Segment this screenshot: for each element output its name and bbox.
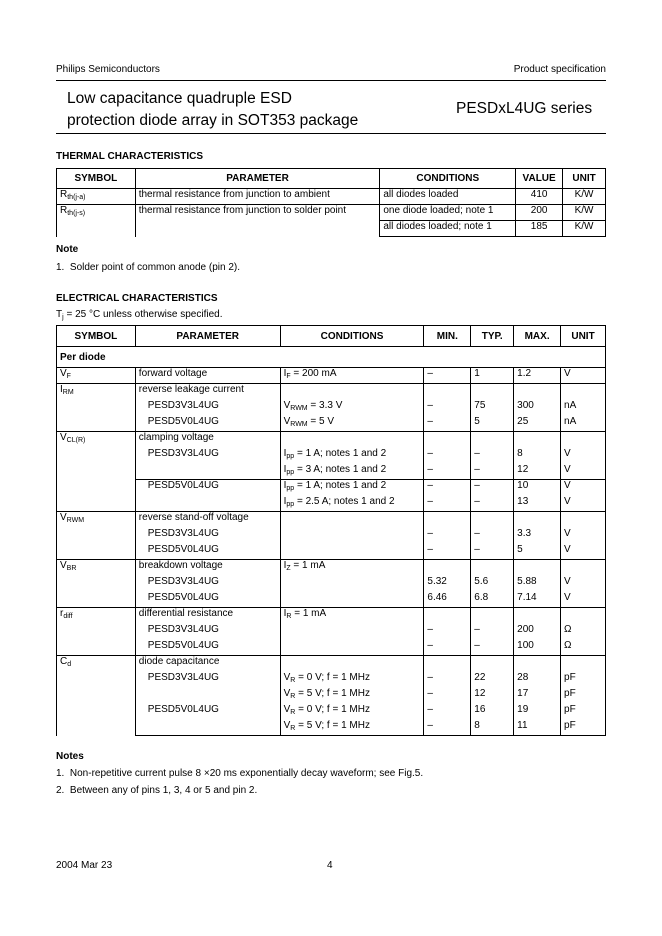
max-cell: 19 xyxy=(514,704,561,720)
empty-cell xyxy=(424,384,471,400)
parameter-cell: differential resistance xyxy=(135,608,280,624)
min-cell: – xyxy=(424,544,471,560)
table-row xyxy=(57,480,606,496)
col-conditions: CONDITIONS xyxy=(380,169,516,189)
empty-cell xyxy=(514,560,561,576)
parameter-cell: breakdown voltage xyxy=(135,560,280,576)
col-min: MIN. xyxy=(424,326,471,347)
conditions-cell: $V_{RWM} = 3.3$ V xyxy=(280,400,424,416)
conditions-cell: $I_{pp} = 1$ A; notes 1 and 2 xyxy=(280,480,424,496)
thermal-table xyxy=(56,168,606,237)
min-cell: – xyxy=(424,400,471,416)
electrical-table xyxy=(56,325,606,736)
empty-cell xyxy=(514,384,561,400)
device-name: PESD5V0L4UG xyxy=(135,544,280,560)
thermal-note-heading: Note xyxy=(56,244,79,255)
max-cell: 3.3 xyxy=(514,528,561,544)
thermal-heading: THERMAL CHARACTERISTICS xyxy=(56,151,204,162)
min-cell: – xyxy=(424,464,471,480)
conditions-cell: $V_R = 0$ V; f = 1 MHz xyxy=(280,704,424,720)
max-cell: 11 xyxy=(514,720,561,736)
footer-date: 2004 Mar 23 xyxy=(56,860,113,871)
unit-cell: V xyxy=(561,528,606,544)
empty-cell xyxy=(280,528,424,544)
min-cell: – xyxy=(424,640,471,656)
empty-cell xyxy=(135,496,280,512)
device-name: PESD3V3L4UG xyxy=(135,528,280,544)
min-cell: – xyxy=(424,624,471,640)
parameter-cell: thermal resistance from junction to ambient xyxy=(135,189,380,205)
table-row xyxy=(57,624,606,640)
typ-cell: 16 xyxy=(471,704,514,720)
symbol-cell: $C_d$ xyxy=(57,656,136,736)
table-row xyxy=(57,608,606,624)
min-cell: – xyxy=(424,688,471,704)
device-name: PESD3V3L4UG xyxy=(135,448,280,464)
symbol-cell: $I_{RM}$ xyxy=(57,384,136,432)
max-cell: 25 xyxy=(514,416,561,432)
table-row xyxy=(57,464,606,480)
conditions-cell: $I_F = 200$ mA xyxy=(280,368,424,384)
empty-cell xyxy=(135,464,280,480)
max-cell: 1.2 xyxy=(514,368,561,384)
typ-cell: – xyxy=(471,544,514,560)
table-row xyxy=(57,189,606,205)
electrical-header-row xyxy=(57,326,606,347)
device-name: PESD3V3L4UG xyxy=(135,624,280,640)
parameter-cell: forward voltage xyxy=(135,368,280,384)
empty-cell xyxy=(280,624,424,640)
unit-cell: V xyxy=(561,368,606,384)
empty-cell xyxy=(561,608,606,624)
typ-cell: – xyxy=(471,528,514,544)
symbol-cell: $V_{CL(R)}$ xyxy=(57,432,136,512)
conditions-cell: $I_{pp} = 3$ A; notes 1 and 2 xyxy=(280,464,424,480)
unit-cell: pF xyxy=(561,704,606,720)
typ-cell: 8 xyxy=(471,720,514,736)
empty-cell xyxy=(471,512,514,528)
symbol-cell: $R_{th(j-s)}$ xyxy=(57,205,136,237)
conditions-cell: $V_R = 5$ V; f = 1 MHz xyxy=(280,720,424,736)
empty-cell xyxy=(514,656,561,672)
typ-cell: 1 xyxy=(471,368,514,384)
empty-cell xyxy=(514,608,561,624)
unit-cell: pF xyxy=(561,672,606,688)
empty-cell xyxy=(514,432,561,448)
max-cell: 12 xyxy=(514,464,561,480)
symbol-cell: $r_{diff}$ xyxy=(57,608,136,656)
parameter-cell: reverse leakage current xyxy=(135,384,280,400)
title-rule xyxy=(56,133,606,134)
typ-cell: 6.8 xyxy=(471,592,514,608)
empty-cell xyxy=(280,432,424,448)
page-number: 4 xyxy=(327,860,333,871)
max-cell: 13 xyxy=(514,496,561,512)
conditions-cell: $I_{pp} = 2.5$ A; notes 1 and 2 xyxy=(280,496,424,512)
min-cell: – xyxy=(424,448,471,464)
empty-cell xyxy=(280,656,424,672)
page-title xyxy=(67,88,358,132)
min-cell: – xyxy=(424,368,471,384)
unit-cell: nA xyxy=(561,416,606,432)
max-cell: 28 xyxy=(514,672,561,688)
col-unit: UNIT xyxy=(563,169,606,189)
col-value: VALUE xyxy=(516,169,563,189)
electrical-heading: ELECTRICAL CHARACTERISTICS xyxy=(56,293,218,304)
title-line-1: Low capacitance quadruple ESD xyxy=(67,90,292,107)
table-row xyxy=(57,704,606,720)
parameter-cell: thermal resistance from junction to solder point xyxy=(135,205,380,237)
empty-cell xyxy=(561,512,606,528)
typ-cell: – xyxy=(471,448,514,464)
table-row xyxy=(57,368,606,384)
unit-cell: K/W xyxy=(563,221,606,237)
typ-cell: 22 xyxy=(471,672,514,688)
col-max: MAX. xyxy=(514,326,561,347)
empty-cell xyxy=(135,720,280,736)
max-cell: 300 xyxy=(514,400,561,416)
empty-cell xyxy=(424,656,471,672)
electrical-note-2: 2. Between any of pins 1, 3, 4 or 5 and pin 2. xyxy=(56,785,258,796)
unit-cell: V xyxy=(561,576,606,592)
value-cell: 185 xyxy=(516,221,563,237)
parameter-cell: diode capacitance xyxy=(135,656,280,672)
electrical-notes-heading: Notes xyxy=(56,751,84,762)
table-row xyxy=(57,672,606,688)
empty-cell xyxy=(471,432,514,448)
unit-cell: V xyxy=(561,480,606,496)
conditions-cell: $V_R = 5$ V; f = 1 MHz xyxy=(280,688,424,704)
table-row xyxy=(57,400,606,416)
table-row xyxy=(57,656,606,672)
parameter-cell: reverse stand-off voltage xyxy=(135,512,280,528)
max-cell: 200 xyxy=(514,624,561,640)
conditions-cell: all diodes loaded xyxy=(380,189,516,205)
conditions-cell: $I_{pp} = 1$ A; notes 1 and 2 xyxy=(280,448,424,464)
empty-cell xyxy=(280,576,424,592)
empty-cell xyxy=(424,560,471,576)
empty-cell xyxy=(514,512,561,528)
min-cell: – xyxy=(424,416,471,432)
unit-cell: pF xyxy=(561,688,606,704)
typ-cell: 5.6 xyxy=(471,576,514,592)
device-name: PESD5V0L4UG xyxy=(135,592,280,608)
unit-cell: V xyxy=(561,496,606,512)
typ-cell: 12 xyxy=(471,688,514,704)
electrical-conditions-note: $T_j = 25$ °C unless otherwise specified. xyxy=(56,309,223,321)
table-row xyxy=(57,576,606,592)
table-row xyxy=(57,720,606,736)
min-cell: – xyxy=(424,528,471,544)
document-type: Product specification xyxy=(513,64,606,75)
value-cell: 410 xyxy=(516,189,563,205)
table-row xyxy=(57,448,606,464)
per-diode-label: Per diode xyxy=(57,347,606,368)
table-row xyxy=(57,640,606,656)
conditions-cell: $I_Z = 1$ mA xyxy=(280,560,424,576)
empty-cell xyxy=(424,432,471,448)
device-name: PESD3V3L4UG xyxy=(135,400,280,416)
title-line-2: protection diode array in SOT353 package xyxy=(67,112,359,129)
typ-cell: – xyxy=(471,496,514,512)
device-name: PESD5V0L4UG xyxy=(135,640,280,656)
col-symbol: SYMBOL xyxy=(57,326,136,347)
symbol-cell: $V_{BR}$ xyxy=(57,560,136,608)
col-parameter: PARAMETER xyxy=(135,326,280,347)
max-cell: 10 xyxy=(514,480,561,496)
empty-cell xyxy=(561,384,606,400)
device-name: PESD3V3L4UG xyxy=(135,576,280,592)
conditions-cell: $V_R = 0$ V; f = 1 MHz xyxy=(280,672,424,688)
unit-cell: V xyxy=(561,592,606,608)
table-row xyxy=(57,592,606,608)
table-row xyxy=(57,496,606,512)
symbol-cell: $V_{RWM}$ xyxy=(57,512,136,560)
empty-cell xyxy=(561,432,606,448)
device-name: PESD5V0L4UG xyxy=(135,416,280,432)
max-cell: 8 xyxy=(514,448,561,464)
empty-cell xyxy=(424,512,471,528)
thermal-header-row xyxy=(57,169,606,189)
table-row xyxy=(57,512,606,528)
min-cell: – xyxy=(424,704,471,720)
device-name: PESD5V0L4UG xyxy=(135,704,280,720)
col-parameter: PARAMETER xyxy=(135,169,380,189)
empty-cell xyxy=(135,688,280,704)
table-row xyxy=(57,416,606,432)
unit-cell: nA xyxy=(561,400,606,416)
empty-cell xyxy=(471,384,514,400)
col-conditions: CONDITIONS xyxy=(280,326,424,347)
table-row xyxy=(57,544,606,560)
thermal-note-1: 1. Solder point of common anode (pin 2). xyxy=(56,262,240,273)
parameter-cell: clamping voltage xyxy=(135,432,280,448)
conditions-cell: $I_R = 1$ mA xyxy=(280,608,424,624)
value-cell: 200 xyxy=(516,205,563,221)
table-row xyxy=(57,432,606,448)
table-row xyxy=(57,384,606,400)
header-rule xyxy=(56,80,606,81)
col-unit: UNIT xyxy=(561,326,606,347)
min-cell: – xyxy=(424,720,471,736)
col-symbol: SYMBOL xyxy=(57,169,136,189)
table-row xyxy=(57,205,606,221)
typ-cell: – xyxy=(471,640,514,656)
max-cell: 5 xyxy=(514,544,561,560)
max-cell: 7.14 xyxy=(514,592,561,608)
unit-cell: K/W xyxy=(563,189,606,205)
company-name: Philips Semiconductors xyxy=(56,64,160,75)
conditions-cell: one diode loaded; note 1 xyxy=(380,205,516,221)
empty-cell xyxy=(561,560,606,576)
symbol-cell: $R_{th(j-a)}$ xyxy=(57,189,136,205)
empty-cell xyxy=(280,512,424,528)
unit-cell: K/W xyxy=(563,205,606,221)
series-name: PESDxL4UG series xyxy=(456,100,593,117)
device-name: PESD3V3L4UG xyxy=(135,672,280,688)
min-cell: – xyxy=(424,480,471,496)
min-cell: – xyxy=(424,496,471,512)
max-cell: 5.88 xyxy=(514,576,561,592)
min-cell: – xyxy=(424,672,471,688)
unit-cell: Ω xyxy=(561,624,606,640)
table-row xyxy=(57,688,606,704)
typ-cell: – xyxy=(471,464,514,480)
symbol-cell: $V_F$ xyxy=(57,368,136,384)
typ-cell: 75 xyxy=(471,400,514,416)
min-cell: 6.46 xyxy=(424,592,471,608)
typ-cell: – xyxy=(471,480,514,496)
conditions-cell: all diodes loaded; note 1 xyxy=(380,221,516,237)
unit-cell: V xyxy=(561,448,606,464)
device-name: PESD5V0L4UG xyxy=(135,480,280,496)
col-typ: TYP. xyxy=(471,326,514,347)
unit-cell: V xyxy=(561,544,606,560)
empty-cell xyxy=(471,608,514,624)
empty-cell xyxy=(280,640,424,656)
empty-cell xyxy=(280,384,424,400)
empty-cell xyxy=(561,656,606,672)
unit-cell: V xyxy=(561,464,606,480)
empty-cell xyxy=(424,608,471,624)
empty-cell xyxy=(280,544,424,560)
empty-cell xyxy=(471,560,514,576)
max-cell: 17 xyxy=(514,688,561,704)
typ-cell: – xyxy=(471,624,514,640)
unit-cell: pF xyxy=(561,720,606,736)
table-row xyxy=(57,528,606,544)
min-cell: 5.32 xyxy=(424,576,471,592)
empty-cell xyxy=(280,592,424,608)
max-cell: 100 xyxy=(514,640,561,656)
per-diode-row xyxy=(57,347,606,368)
typ-cell: 5 xyxy=(471,416,514,432)
conditions-cell: $V_{RWM} = 5$ V xyxy=(280,416,424,432)
electrical-note-1: 1. Non-repetitive current pulse 8 ×20 ms exponentially decay waveform; see Fig.5. xyxy=(56,768,424,779)
table-row xyxy=(57,560,606,576)
unit-cell: Ω xyxy=(561,640,606,656)
empty-cell xyxy=(471,656,514,672)
